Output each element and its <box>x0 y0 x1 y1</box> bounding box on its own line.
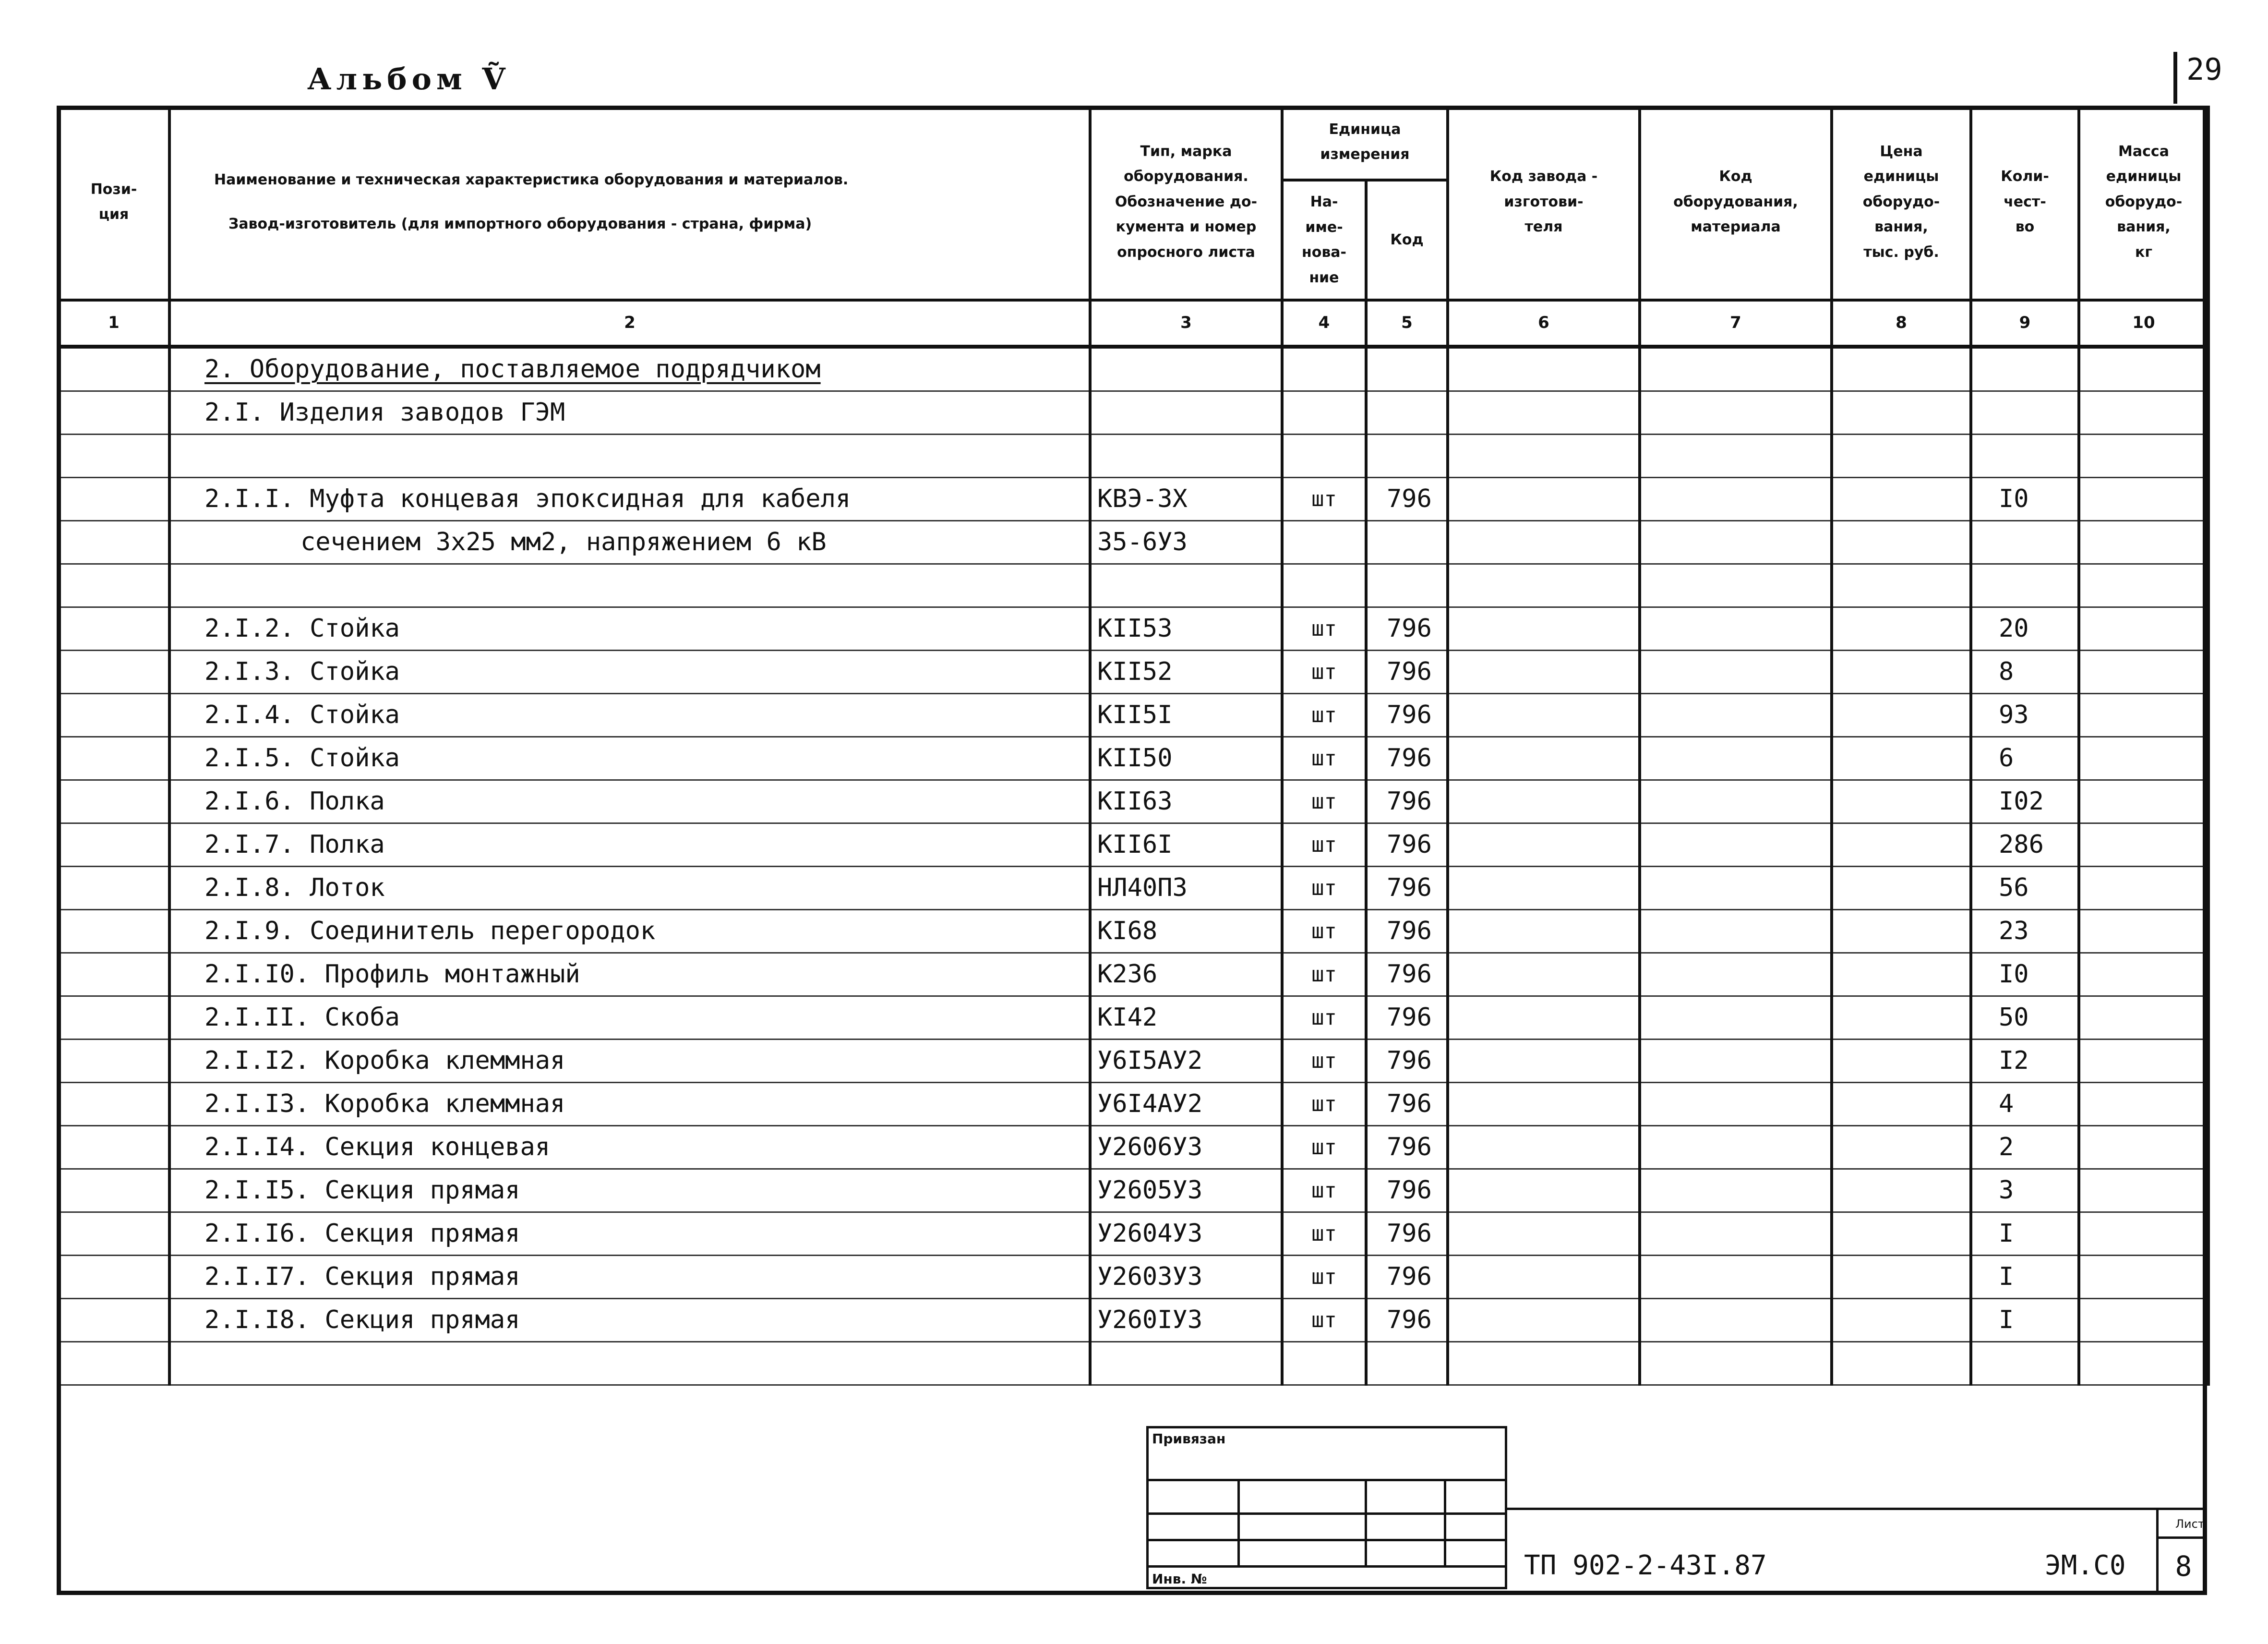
approval-stamp <box>1146 1426 1507 1589</box>
mark-cell-text: У260IУ3 <box>1097 1306 1203 1334</box>
header-position: Пози- ция <box>58 106 169 300</box>
unit-code-cell-text: 796 <box>1387 1176 1432 1205</box>
header-unit-name: На- име- нова- ние <box>1282 180 1366 300</box>
title-block-rule <box>1507 1508 2207 1510</box>
name-cell-text: 2.I.2. Стойка <box>204 614 400 643</box>
mark-cell-text: КII6I <box>1097 830 1173 859</box>
header-unit: Единица измерения <box>1282 106 1448 180</box>
column-number: 8 <box>1832 300 1971 347</box>
name-cell-text: 2.I.I5. Секция прямая <box>204 1176 520 1205</box>
unit-cell-text: шт <box>1311 962 1337 987</box>
name-cell-text: 2.I. Изделия заводов ГЭМ <box>204 398 565 427</box>
unit-cell-text: шт <box>1311 919 1337 943</box>
mark-cell-text: У2606У3 <box>1097 1133 1203 1161</box>
quantity-cell-text: 3 <box>1999 1176 2014 1205</box>
unit-cell-text: шт <box>1311 1005 1337 1030</box>
unit-code-cell-text: 796 <box>1387 917 1432 945</box>
unit-code-cell-text: 796 <box>1387 614 1432 643</box>
quantity-cell-text: 8 <box>1999 657 2014 686</box>
name-cell-text: 2.I.II. Скоба <box>204 1003 400 1032</box>
name-cell-text: 2.I.5. Стойка <box>204 744 400 773</box>
unit-code-cell-text: 796 <box>1387 1133 1432 1161</box>
unit-cell-text: шт <box>1311 659 1337 684</box>
name-cell-text: 2.I.I2. Коробка клеммная <box>204 1046 565 1075</box>
unit-cell-text: шт <box>1311 1048 1337 1073</box>
mark-cell-text: КII53 <box>1097 614 1173 643</box>
unit-cell-text: шт <box>1311 1091 1337 1116</box>
stamp-divider <box>1237 1479 1240 1565</box>
unit-code-cell-text: 796 <box>1387 960 1432 989</box>
unit-code-cell-text: 796 <box>1387 830 1432 859</box>
column-number: 2 <box>169 300 1090 347</box>
stamp-rule <box>1146 1565 1507 1568</box>
name-cell-text: 2.I.3. Стойка <box>204 657 400 686</box>
name-cell-text: 2.I.I4. Секция концевая <box>204 1133 551 1161</box>
stamp-divider <box>1444 1479 1446 1565</box>
header-price: Цена единицы оборудо- вания, тыс. руб. <box>1832 106 1971 300</box>
album-title: Альбом Ṽ <box>307 61 510 97</box>
name-cell-text: 2.I.9. Соединитель перегородок <box>204 917 656 945</box>
unit-cell-text: шт <box>1311 1307 1337 1332</box>
quantity-cell-text: I0 <box>1999 960 2029 989</box>
unit-code-cell-text: 796 <box>1387 1046 1432 1075</box>
mark-cell-text: У2603У3 <box>1097 1262 1203 1291</box>
name-cell-text: 2.I.I8. Секция прямая <box>204 1306 520 1334</box>
unit-code-cell-text: 796 <box>1387 701 1432 729</box>
header-factory-code: Код завода - изготови- теля <box>1448 106 1640 300</box>
quantity-cell-text: 286 <box>1999 830 2044 859</box>
stamp-rule <box>1146 1539 1507 1541</box>
unit-cell-text: шт <box>1311 486 1337 511</box>
unit-cell-text: шт <box>1311 746 1337 771</box>
quantity-cell-text: 23 <box>1999 917 2029 945</box>
mark-cell-text: У2604У3 <box>1097 1219 1203 1248</box>
quantity-cell-text: I0 <box>1999 484 2029 513</box>
name-cell-text: 2.I.I7. Секция прямая <box>204 1262 520 1291</box>
mark-cell-text: КII5I <box>1097 701 1173 729</box>
mark-cell-text: У6I4АУ2 <box>1097 1089 1203 1118</box>
column-number: 9 <box>1971 300 2079 347</box>
mark-cell-text: КI68 <box>1097 917 1158 945</box>
mark-cell-text: КВЭ-3Х <box>1097 484 1188 513</box>
column-number: 1 <box>58 300 169 347</box>
unit-code-cell-text: 796 <box>1387 787 1432 816</box>
unit-cell-text: шт <box>1311 616 1337 641</box>
name-cell-text: 2.I.7. Полка <box>204 830 385 859</box>
column-number: 5 <box>1366 300 1448 347</box>
quantity-cell-text: 56 <box>1999 873 2029 902</box>
table-frame <box>57 106 2207 1595</box>
sheet-box-divider <box>2156 1508 2159 1595</box>
unit-cell-text: шт <box>1311 875 1337 900</box>
sheet-box-rule <box>2156 1536 2207 1539</box>
quantity-cell-text: I02 <box>1999 787 2044 816</box>
unit-cell-text: шт <box>1311 789 1337 814</box>
column-number: 7 <box>1640 300 1832 347</box>
name-cell-text: 2.I.6. Полка <box>204 787 385 816</box>
quantity-cell-text: 20 <box>1999 614 2029 643</box>
name-cell-text: 2.I.4. Стойка <box>204 701 400 729</box>
unit-cell-text: шт <box>1311 1264 1337 1289</box>
mark-cell-text: КI42 <box>1097 1003 1158 1032</box>
unit-code-cell-text: 796 <box>1387 657 1432 686</box>
name-cell-text: 2. Оборудование, поставляемое подрядчиком <box>204 355 821 384</box>
unit-code-cell-text: 796 <box>1387 1306 1432 1334</box>
quantity-cell-text: I <box>1999 1306 2014 1334</box>
page-number: 29 <box>2186 52 2222 87</box>
mark-cell-text: КII52 <box>1097 657 1173 686</box>
sheet-code: ЭМ.С0 <box>2045 1550 2126 1581</box>
stamp-divider <box>1365 1479 1367 1565</box>
stamp-linked-label: Привязан <box>1152 1431 1226 1447</box>
quantity-cell-text: I <box>1999 1262 2014 1291</box>
mark-cell-text: У2605У3 <box>1097 1176 1203 1205</box>
name-cell-text: 2.I.I3. Коробка клеммная <box>204 1089 565 1118</box>
unit-code-cell-text: 796 <box>1387 873 1432 902</box>
name-cell-text: сечением 3х25 мм2, напряжением 6 кВ <box>300 528 827 556</box>
document-code: ТП 902-2-43I.87 <box>1524 1550 1767 1581</box>
unit-code-cell-text: 796 <box>1387 1262 1432 1291</box>
name-cell-text: 2.I.I0. Профиль монтажный <box>204 960 580 989</box>
stamp-rule <box>1146 1512 1507 1515</box>
mark-cell-text: 35-6У3 <box>1097 528 1188 556</box>
quantity-cell-text: 50 <box>1999 1003 2029 1032</box>
unit-code-cell-text: 796 <box>1387 1219 1432 1248</box>
column-number: 3 <box>1090 300 1282 347</box>
quantity-cell-text: 4 <box>1999 1089 2014 1118</box>
header-quantity: Коли- чест- во <box>1971 106 2079 300</box>
stamp-inventory-label: Инв. № <box>1152 1571 1207 1587</box>
mark-cell-text: КII63 <box>1097 787 1173 816</box>
page-number-bar <box>2173 52 2177 104</box>
quantity-cell-text: 93 <box>1999 701 2029 729</box>
unit-code-cell-text: 796 <box>1387 1089 1432 1118</box>
column-number: 4 <box>1282 300 1366 347</box>
unit-cell-text: шт <box>1311 1221 1337 1246</box>
header-unit-code: Код <box>1366 180 1448 300</box>
unit-code-cell-text: 796 <box>1387 484 1432 513</box>
mark-cell-text: К236 <box>1097 960 1158 989</box>
unit-code-cell-text: 796 <box>1387 1003 1432 1032</box>
sheet-label: Лист <box>2175 1517 2205 1531</box>
header-type: Тип, марка оборудования. Обозначение до- кумента и номер опросного листа <box>1090 106 1282 300</box>
unit-cell-text: шт <box>1311 702 1337 727</box>
quantity-cell-text: I2 <box>1999 1046 2029 1075</box>
unit-cell-text: шт <box>1311 832 1337 857</box>
mark-cell-text: У6I5АУ2 <box>1097 1046 1203 1075</box>
unit-cell-text: шт <box>1311 1178 1337 1203</box>
mark-cell-text: НЛ40П3 <box>1097 873 1188 902</box>
name-cell-text: 2.I.I6. Секция прямая <box>204 1219 520 1248</box>
header-equipment-code: Код оборудования, материала <box>1640 106 1832 300</box>
column-number: 10 <box>2079 300 2208 347</box>
sheet-number: 8 <box>2175 1550 2192 1583</box>
name-cell-text: 2.I.I. Муфта концевая эпоксидная для кабеля <box>204 484 851 513</box>
header-mass: Масса единицы оборудо- вания, кг <box>2079 106 2208 300</box>
name-cell-text: 2.I.8. Лоток <box>204 873 385 902</box>
unit-code-cell-text: 796 <box>1387 744 1432 773</box>
quantity-cell-text: 6 <box>1999 744 2014 773</box>
column-number: 6 <box>1448 300 1640 347</box>
quantity-cell-text: 2 <box>1999 1133 2014 1161</box>
unit-cell-text: шт <box>1311 1135 1337 1160</box>
quantity-cell-text: I <box>1999 1219 2014 1248</box>
stamp-rule <box>1146 1479 1507 1481</box>
mark-cell-text: КII50 <box>1097 744 1173 773</box>
header-name: Наименование и техническая характеристика оборудования и материалов. Завод-изготовитель (для импортного оборудования - страна, фирма) <box>169 106 1090 300</box>
